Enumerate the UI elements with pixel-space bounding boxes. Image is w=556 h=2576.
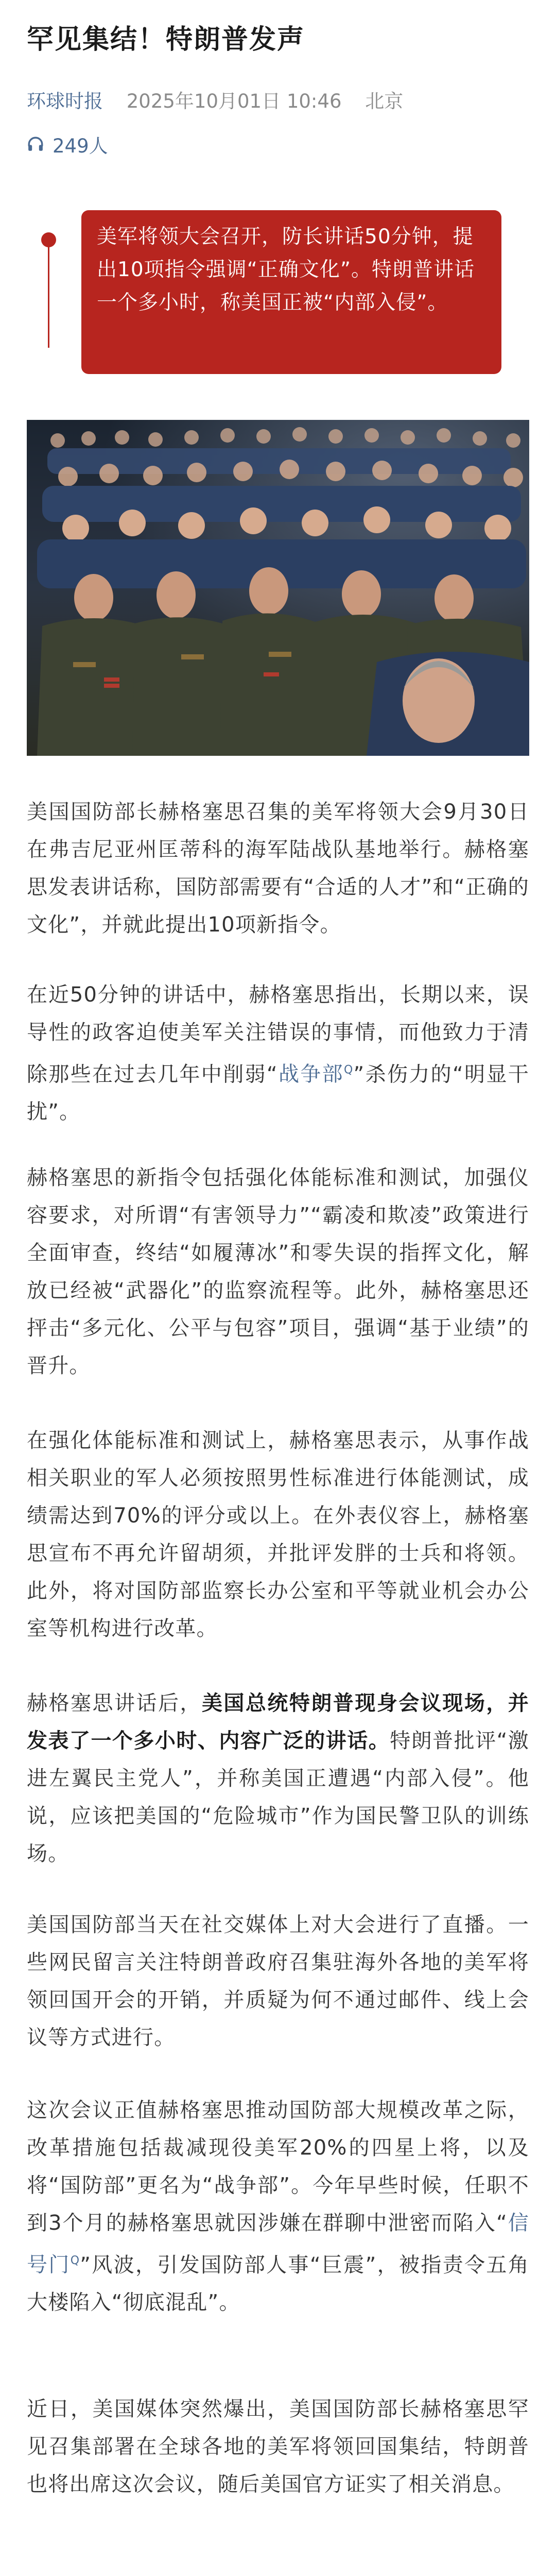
paragraph-1: 美国国防部长赫格塞思召集的美军将领大会9月30日在弗吉尼亚州匡蒂科的海军陆战队基地举行。赫格塞思发表讲话称，国防部需要有“合适的人才”和“正确的文化”，并就此提出10项新指令。	[27, 800, 529, 937]
summary-timeline-line	[48, 234, 49, 348]
paragraph-2-text-b: ”杀伤力的“明显干扰”。	[27, 1062, 530, 1124]
search-icon: Q	[70, 2255, 80, 2267]
paragraph-8: 近日，美国媒体突然爆出，美国国防部长赫格塞思罕见召集部署在全球各地的美军将领回国集结，特朗普也将出席这次会议，随后美国官方证实了相关消息。	[27, 2397, 529, 2496]
paragraph-4: 在强化体能标准和测试上，赫格塞思表示，从事作战相关职业的军人必须按照男性标准进行体能测试，成绩需达到70%的评分或以上。在外表仪容上，赫格塞思宣布不再允许留胡须，并批评发胖的士兵和将领。此外，将对国防部监察长办公室和平等就业机会办公室等机构进行改革。	[27, 1429, 529, 1640]
article-meta	[27, 86, 403, 113]
link-war-department-label: 战争部	[277, 1062, 344, 1087]
paragraph-2	[27, 976, 529, 1131]
headphones-icon	[27, 135, 44, 153]
paragraph-5-bold: 美国总统特朗普现身会议现场，并发表了一个多小时、内容广泛的讲话。	[27, 1691, 530, 1753]
paragraph-3: 赫格塞思的新指令包括强化体能标准和测试，加强仪容要求，对所谓“有害领导力”“霸凌和欺凌”政策进行全面审查，终结“如履薄冰”和零失误的指挥文化，解放已经被“武器化”的监察流程等。此外，赫格塞思还抨击“多元化、公平与包容”项目，强调“基于业绩”的晋升。	[27, 1166, 529, 1378]
generals-photo-image	[27, 420, 529, 756]
paragraph-5	[27, 1685, 529, 1873]
link-signalgate-label: 信号门	[27, 2211, 529, 2277]
paragraph-7-text-b: ”风波，引发国防部人事“巨震”，被指责令五角大楼陷入“彻底混乱”。	[27, 2253, 529, 2315]
publish-location: 北京	[365, 90, 404, 112]
listen-count: 249人	[53, 135, 108, 157]
publish-time: 2025年10月01日 10:46	[126, 90, 342, 112]
paragraph-7	[27, 2092, 529, 2321]
paragraph-5-text-a: 赫格塞思讲话后，	[27, 1691, 202, 1715]
paragraph-6: 美国国防部当天在社交媒体上对大会进行了直播。一些网民留言关注特朗普政府召集驻海外各地的美军将领回国开会的开销，并质疑为何不通过邮件、线上会议等方式进行。	[27, 1913, 529, 2049]
paragraph-5-text-b: 特朗普批评“激进左翼民主党人”，并称美国正遭遇“内部入侵”。他说，应该把美国的“危险城市”作为国民警卫队的训练场。	[27, 1729, 529, 1866]
article-summary	[81, 210, 501, 374]
source-link[interactable]: 环球时报	[27, 90, 103, 112]
article-title: 罕见集结！特朗普发声	[27, 24, 305, 55]
search-icon: Q	[344, 1064, 354, 1077]
link-war-department[interactable]	[278, 1062, 354, 1086]
paragraph-7-text-a: 这次会议正值赫格塞思推动国防部大规模改革之际，改革措施包括裁减现役美军20%的四星上将，以及将“国防部”更名为“战争部”。今年早些时候，任职不到3个月的赫格塞思就因涉嫌在群聊中泄密而陷入“	[27, 2098, 529, 2235]
summary-timeline-dot	[41, 232, 56, 247]
paragraph-2-text-a: 在近50分钟的讲话中，赫格塞思指出，长期以来，误导性的政客迫使美军关注错误的事情，而他致力于清除那些在过去几年中削弱“	[27, 983, 529, 1087]
article-photo[interactable]	[27, 420, 529, 756]
listen-button[interactable]	[27, 129, 108, 160]
summary-text: 美军将领大会召开，防长讲话50分钟，提出10项指令强调“正确文化”。特朗普讲话一个多小时，称美国正被“内部入侵”。	[97, 225, 475, 314]
